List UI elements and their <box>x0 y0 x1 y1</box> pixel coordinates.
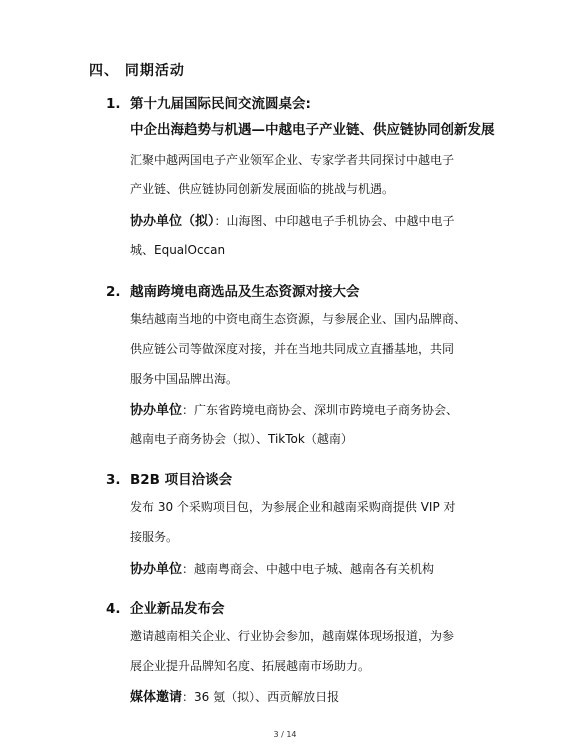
item-4-heading <box>106 597 225 617</box>
item-4-title: 企业新品发布会 <box>130 601 225 617</box>
item-1-subtitle: 中企出海趋势与机遇—中越电子产业链、供应链协同创新发展 <box>130 122 495 138</box>
section-title: 四、 同期活动 <box>89 63 185 79</box>
item-2-value: ：广东省跨境电商协会、深圳市跨境电子商务协会、 <box>182 403 459 417</box>
item-4-media <box>130 688 502 707</box>
item-1-heading <box>106 92 311 112</box>
item-2-desc-line: 供应链公司等做深度对接，并在当地共同成立直播基地，共同 <box>130 342 455 356</box>
item-1-desc-line: 产业链、供应链协同创新发展面临的挑战与机遇。 <box>130 182 395 196</box>
item-2-value-line: 越南电子商务协会（拟）、TikTok（越南） <box>130 432 353 446</box>
item-1-value-line: 城、EqualOccan <box>130 243 226 257</box>
item-3-organizers <box>130 560 502 579</box>
item-3-desc-line: 发布 30 个采购项目包，为参展企业和越南采购商提供 VIP 对 <box>130 500 456 514</box>
item-1-title: 第十九届国际民间交流圆桌会: <box>130 96 311 112</box>
item-1-value: ：山海图、中印越电子手机协会、中越中电子 <box>214 214 455 228</box>
item-3-number: 3. <box>106 472 121 488</box>
item-1-desc-line: 汇聚中越两国电子产业领军企业、专家学者共同探讨中越电子 <box>130 153 455 167</box>
item-2-organizers <box>130 401 502 420</box>
item-3-value: ：越南粤商会、中越中电子城、越南各有关机构 <box>182 562 435 576</box>
item-4-desc-line: 邀请越南相关企业、行业协会参加，越南媒体现场报道，为参 <box>130 629 455 643</box>
item-1-number: 1. <box>106 96 121 112</box>
item-3-heading <box>106 468 232 488</box>
item-2-title: 越南跨境电商选品及生态资源对接大会 <box>130 284 360 300</box>
item-3-desc-line: 接服务。 <box>130 530 179 544</box>
item-4-label: 媒体邀请 <box>130 690 183 705</box>
item-2-label: 协办单位 <box>130 403 183 418</box>
item-2-desc-line: 集结越南当地的中资电商生态资源，与参展企业、国内品牌商、 <box>130 312 467 326</box>
item-4-desc-line: 展企业提升品牌知名度、拓展越南市场助力。 <box>130 659 371 673</box>
item-2-number: 2. <box>106 284 121 300</box>
item-4-value: ：36 氪（拟）、西贡解放日报 <box>182 690 340 704</box>
page-number: 3 / 14 <box>273 730 297 739</box>
item-4-number: 4. <box>106 601 121 617</box>
item-2-heading <box>106 280 360 300</box>
item-2-desc-line: 服务中国品牌出海。 <box>130 372 239 386</box>
item-1-label: 协办单位（拟） <box>130 214 215 229</box>
item-1-organizers <box>130 212 502 231</box>
item-3-label: 协办单位 <box>130 562 183 577</box>
item-3-title: B2B 项目洽谈会 <box>130 472 233 488</box>
